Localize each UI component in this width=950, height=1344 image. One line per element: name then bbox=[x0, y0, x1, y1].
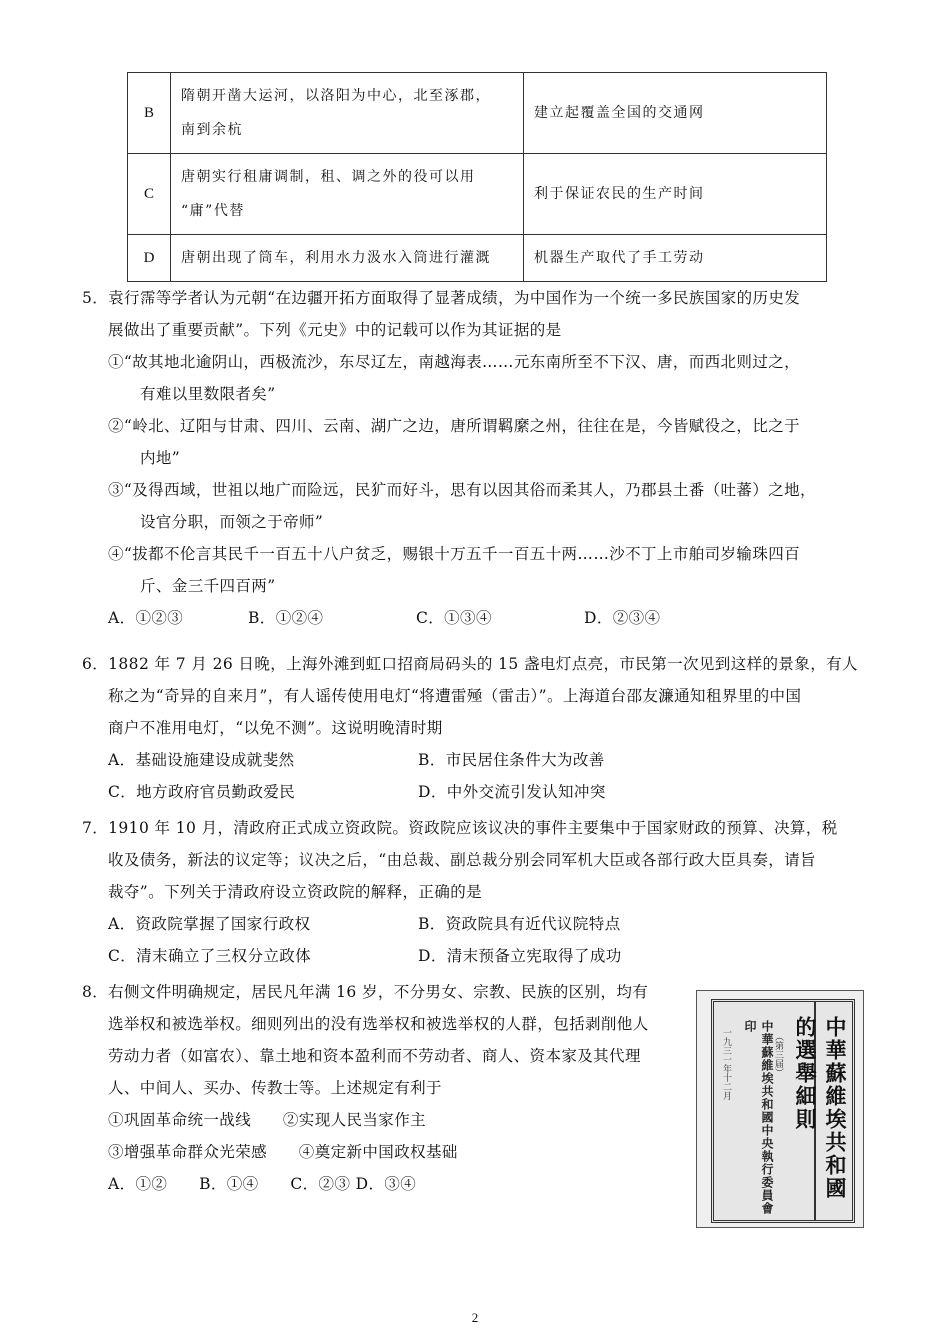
question-stem: 5．袁行霈等学者认为元朝“在边疆开拓方面取得了显著成绩，为中国作为一个统一多民族国家的历史发 bbox=[82, 289, 801, 307]
desc-line: 唐朝实行租庸调制，租、调之外的役可以用 bbox=[181, 169, 476, 185]
answer-choices bbox=[82, 744, 882, 776]
question-stem: 商户不准用电灯，“以免不测”。这说明晚清时期 bbox=[108, 719, 443, 737]
evidence-item: ④“拔都不伦言其民千一百五十八户贫乏，赐银十万五千一百五十两……沙不丁上市舶司岁输珠四百 bbox=[108, 545, 801, 563]
answer-choices bbox=[82, 940, 882, 972]
statement-item: ③增强革命群众光荣感 ④奠定新中国政权基础 bbox=[108, 1143, 458, 1161]
document-border bbox=[711, 999, 855, 1223]
question-stem: 8．右侧文件明确规定，居民凡年满 16 岁，不分男女、宗教、民族的区别，均有 bbox=[82, 983, 649, 1001]
choice-a[interactable]: A．①②③ bbox=[108, 609, 184, 627]
question-stem: 裁夺”。下列关于清政府设立资政院的解释，正确的是 bbox=[108, 883, 483, 901]
answer-choices bbox=[82, 602, 882, 634]
table-row bbox=[128, 73, 827, 154]
evidence-item: 设官分职，而领之于帝师” bbox=[140, 513, 324, 531]
row-letter: C bbox=[128, 154, 171, 235]
desc-line: 南到余杭 bbox=[181, 122, 243, 138]
choice-b[interactable]: B．①②④ bbox=[248, 609, 324, 627]
election-regulations-image bbox=[696, 990, 864, 1228]
row-description bbox=[171, 235, 524, 282]
document-subtitle: （第三届） bbox=[773, 1032, 783, 1077]
evidence-item: ②“岭北、辽阳与甘肃、四川、云南、湖广之边，唐所谓羁縻之州，往往在是，今皆赋役之，比之于 bbox=[108, 417, 801, 435]
question-stem: 称之为“奇异的自来月”，有人谣传使用电灯“将遭雷殛（雷击）”。上海道台邵友濂通知租界里的中国 bbox=[108, 687, 802, 705]
choice-d[interactable]: D．清末预备立宪取得了成功 bbox=[418, 947, 622, 965]
question-stem: 人、中间人、买办、传教士等。上述规定有利于 bbox=[108, 1079, 442, 1097]
question-7 bbox=[82, 812, 882, 972]
table-row bbox=[128, 235, 827, 282]
answer-choices bbox=[82, 908, 882, 940]
evidence-item: ③“及得西域，世祖以地广而险远，民犷而好斗，思有以因其俗而柔其人，乃郡县土番（吐蕃）之地， bbox=[108, 481, 816, 499]
evidence-item: 内地” bbox=[140, 449, 181, 467]
row-result: 利于保证农民的生产时间 bbox=[524, 154, 827, 235]
row-description bbox=[171, 73, 524, 154]
question-6 bbox=[82, 648, 882, 808]
desc-line: 唐朝出现了筒车，利用水力汲水入筒进行灌溉 bbox=[181, 250, 491, 266]
choice-d[interactable]: D．②③④ bbox=[584, 609, 661, 627]
row-result: 建立起覆盖全国的交通网 bbox=[524, 73, 827, 154]
row-letter: D bbox=[128, 235, 171, 282]
choice-a[interactable]: A．基础设施建设成就斐然 bbox=[108, 751, 295, 769]
choice-c[interactable]: C．地方政府官员勤政爱民 bbox=[108, 783, 296, 801]
options-table bbox=[127, 72, 827, 282]
evidence-item: 斤、金三千四百两” bbox=[140, 577, 276, 595]
question-stem: 选举权和被选举权。细则列出的没有选举权和被选举权的人群，包括剥削他人 bbox=[108, 1015, 649, 1033]
row-result: 机器生产取代了手工劳动 bbox=[524, 235, 827, 282]
page-number: 2 bbox=[471, 1310, 479, 1325]
document-issuer: 中華蘇維埃共和國中央執行委員會印 bbox=[743, 1020, 774, 1215]
answer-choices[interactable]: A．①② B．①④ C．②③ D．③④ bbox=[108, 1175, 417, 1193]
table-row bbox=[128, 154, 827, 235]
choice-c[interactable]: C．清末确立了三权分立政体 bbox=[108, 947, 312, 965]
row-description bbox=[171, 154, 524, 235]
choice-b[interactable]: B．市民居住条件大为改善 bbox=[418, 751, 605, 769]
document-date: 一九三一年十二月 bbox=[721, 1028, 731, 1100]
evidence-item: ①“故其地北逾阴山，西极流沙，东尽辽左，南越海表……元东南所至不下汉、唐，而西北则过之， bbox=[108, 353, 801, 371]
desc-line: “庸”代替 bbox=[181, 203, 245, 219]
evidence-item: 有难以里数限者矣” bbox=[140, 385, 276, 403]
statement-item: ①巩固革命统一战线 ②实现人民当家作主 bbox=[108, 1111, 427, 1129]
row-letter: B bbox=[128, 73, 171, 154]
answer-choices bbox=[82, 776, 882, 808]
choice-b[interactable]: B．资政院具有近代议院特点 bbox=[418, 915, 621, 933]
choice-a[interactable]: A．资政院掌握了国家行政权 bbox=[108, 915, 311, 933]
question-8 bbox=[82, 976, 682, 1200]
choice-d[interactable]: D．中外交流引发认知冲突 bbox=[418, 783, 606, 801]
choice-c[interactable]: C．①③④ bbox=[416, 609, 492, 627]
document-title: 中華蘇維埃共和國的選舉細則 bbox=[793, 1016, 848, 1200]
question-stem: 7．1910 年 10 月，清政府正式成立资政院。资政院应该议决的事件主要集中于国家财政的预算、决算，税 bbox=[82, 819, 838, 837]
question-5 bbox=[82, 282, 882, 634]
question-stem: 收及债务，新法的议定等；议决之后，“由总裁、副总裁分别会同军机大臣或各部行政大臣具奏，请旨 bbox=[108, 851, 816, 869]
question-stem: 6．1882 年 7 月 26 日晚，上海外滩到虹口招商局码头的 15 盏电灯点亮，市民第一次见到这样的景象，有人 bbox=[82, 655, 858, 673]
desc-line: 隋朝开凿大运河，以洛阳为中心，北至涿郡， bbox=[181, 88, 491, 104]
question-stem: 劳动力者（如富农）、靠土地和资本盈利而不劳动者、商人、资本家及其代理 bbox=[108, 1047, 641, 1065]
question-stem: 展做出了重要贡献”。下列《元史》中的记载可以作为其证据的是 bbox=[108, 321, 562, 339]
